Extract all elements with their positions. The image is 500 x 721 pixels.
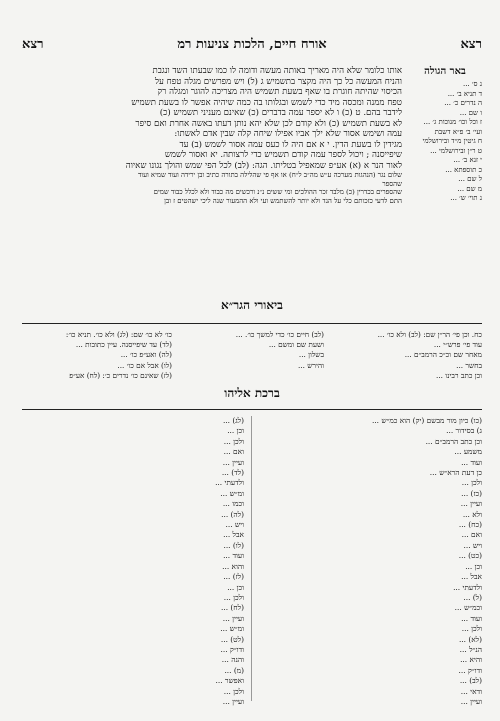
commentary-line: ואפשר ... <box>215 676 244 686</box>
page-header <box>22 36 482 54</box>
commentary-line: וכמ״ש ... <box>454 603 482 613</box>
sidebar-line: ז וכל וכו׳ מנוכות ג׳ ... <box>423 118 482 126</box>
main-line: מגידין לו בשעת הדין. י א אם היה לו כעס עמה אסור לשמש (ב) עד <box>179 139 402 150</box>
biur-line: (לב) חיים כו׳ כדי למשך כו׳. ... <box>235 330 324 339</box>
sidebar-lines <box>408 80 482 204</box>
biur-hagra-title: ביאורי הגר״א <box>221 298 283 312</box>
biur-line: (לו) אבל אם כו׳ ... <box>117 360 172 370</box>
biur-line: (לה) ואע״פ כו׳ ... <box>120 350 172 360</box>
gloss-line: התם לדעי כזכותם כלי על הנד ולא יותר להשתמש ועי ולא ההמעור שנה ליכי ישהטים ז ובן <box>164 196 402 205</box>
commentary-line: כן דעת הרא״ש ... <box>429 468 482 478</box>
commentary-line: ולכן ... <box>223 592 244 602</box>
commentary-line: ועוד ... <box>223 551 244 561</box>
commentary-line: אבל ... <box>223 530 244 540</box>
section-divider <box>22 323 482 324</box>
biur-line: בחשר ... <box>456 360 482 370</box>
commentary-line: וכמו ... <box>222 499 244 509</box>
commentary-line: ודאי ... <box>460 686 482 696</box>
commentary-line: (לז) ... <box>223 572 244 582</box>
section-divider <box>22 409 482 410</box>
commentary-line: (לט) ... <box>220 634 244 644</box>
commentary-line: (ל) ... <box>463 592 482 602</box>
sidebar-line: ל שם ... <box>458 175 482 183</box>
sidebar-line: נ ס׳ ... <box>462 80 482 88</box>
biur-line: וכן כתב רבינו ... <box>436 370 482 380</box>
sidebar-line: ח גיטין מ״ד ובירושלמי <box>422 137 482 145</box>
commentary-line: ודו״ק ... <box>220 644 244 654</box>
commentary-line: אבל ... <box>461 572 482 582</box>
biur-line: מאחר שם וכ״כ הרמב״ם ... <box>404 350 482 360</box>
main-line: שיפייסנה ; ויכול לספר עמה קודם תשמיש כדי לרצותה. יא ואסור לשמש <box>164 150 402 161</box>
running-head: אורח חיים, הלכות צניעות רמ <box>177 37 327 52</box>
commentary-line: ומ״ש ... <box>220 624 244 634</box>
commentary-line: ועיין ... <box>222 696 244 706</box>
biur-hagra-heading <box>22 298 482 326</box>
commentary-line: הנ״ל ... <box>459 644 482 654</box>
sidebar-line: מ שם ... <box>457 184 482 193</box>
main-line: הכיסוי שהיתה חוגרת בו שאף בשעת תשמיש היה מצריכה להוגר ומגלה רק <box>157 87 402 98</box>
biur-line: (לז) שאינם כו׳ נדרים כ׳: (לח) אע״פ <box>69 370 172 380</box>
commentary-line: ועוד ... <box>461 457 482 467</box>
commentary-line: ואם ... <box>461 530 482 540</box>
biur-line: ושעת שם ומשם ... <box>268 340 324 350</box>
column-divider <box>251 416 252 701</box>
commentary-line: (לב) ... <box>459 676 482 686</box>
biur-column-1 <box>332 330 482 381</box>
commentary-line: ולא ... <box>462 509 482 519</box>
commentary-line: משמע ... <box>454 447 482 457</box>
sidebar-line: ד תניא ב׳ ... <box>447 89 482 98</box>
commentary-line: והוא ... <box>222 561 244 571</box>
birkat-eliyahu-title: ברכת אליהו <box>224 386 280 400</box>
commentary-line: וכן ... <box>227 582 244 592</box>
biur-line: כו׳ לא כו׳ שם: (לג) ולא כו׳. תניא כו׳: <box>65 330 172 339</box>
commentary-line: (מ) ... <box>224 665 244 675</box>
commentary-line: (לח) ... <box>221 603 244 613</box>
gloss-line: שהספרים בכדרין (כ) מלבד זכר ההולכים ומי ששים נ״נ ורכשים מה כבוד ולא לכלל כבוד שמים <box>153 188 402 197</box>
sidebar-line: ה נדרים כ׳ ... <box>444 99 482 107</box>
biur-line: עוד פי׳ פרש״י ... <box>433 340 482 350</box>
main-line: והניח המעשה כל כך היה מקצר בתשמיש ג (ל) ויש מפרשים מגלה טפח על <box>155 76 402 87</box>
commentary-line: והיא ... <box>460 655 482 665</box>
sidebar-line: ועי׳ ב׳ פ״א דשבת <box>434 127 482 136</box>
commentary-line: וכן ... <box>465 561 482 571</box>
biur-line: בשלון ... <box>298 350 324 360</box>
sidebar-line: כ תוספתא ... <box>445 165 482 174</box>
leaf-label: רצא <box>22 37 44 52</box>
commentary-line: (כט) ... <box>458 551 482 561</box>
commentary-line: ולדעתי ... <box>453 582 482 592</box>
main-line: לאור הנר א (א) אע״פ שמאפיל בטליתו. הגה: (לב) לכל הפי שמש והולך נגונו שאיוה <box>125 160 402 171</box>
commentary-line: ולכן ... <box>223 436 244 446</box>
be-er-hagolah-sidebar <box>408 66 482 218</box>
commentary-line: ועיין ... <box>222 457 244 467</box>
commentary-line: ועיין ... <box>460 696 482 706</box>
gloss-line: שלום נגר (הנהגות מערכה ע״ש מה״ב ל״ח) או אף פי שהלילה בתורה כתיב ובן ירידה ועוד שמיא ועוד <box>138 171 402 180</box>
commentary-line: ולכן ... <box>461 478 482 488</box>
main-small-gloss <box>22 171 402 205</box>
main-line: לא בשעת תשמיש (כ) ולא קודם לכן שלא יהא נותן דעתו באשה אחרת ואם סיפר <box>135 118 402 129</box>
commentary-line: ועיין ... <box>460 499 482 509</box>
commentary-line: וכן ... <box>227 426 244 436</box>
biur-column-2 <box>174 330 324 371</box>
commentary-line: (לא) ... <box>458 634 482 644</box>
commentary-line: ולדעתי ... <box>215 478 244 488</box>
folio-number: רצא <box>460 37 482 52</box>
biur-column-3 <box>22 330 172 381</box>
biur-line: כח. וכן פי׳ הר״ן שם: (לב) ולא כו׳ ... <box>377 330 482 339</box>
commentary-line: (כח) ... <box>458 520 482 530</box>
birkat-eliyahu-heading <box>22 386 482 410</box>
sidebar-line: י זנא ב׳ ... <box>453 156 482 164</box>
commentary-line: ודו״ק ... <box>458 665 482 675</box>
commentary-line: ועיין ... <box>222 613 244 623</box>
commentary-line: (לו) ... <box>223 540 244 550</box>
commentary-line: והנה ... <box>221 655 244 665</box>
main-line: אותו כלומר שלא היה מאריך באותה מעשה ודומה לו כמו שבעתו השד ונגבת <box>152 66 402 76</box>
sidebar-line: ט ר״ן ובירושלמי ... <box>430 146 482 155</box>
commentary-line: (לג) ... <box>222 416 244 425</box>
gloss-line: שהספר <box>382 179 402 188</box>
commentary-line: ויש ... <box>463 540 482 550</box>
biur-line: (לד) עד שיפייסנה. עיין כתובות ... <box>75 340 172 350</box>
biur-hagra-columns <box>22 330 482 382</box>
commentary-line: וכן כתב הרמב״ם ... <box>425 436 482 446</box>
commentary-line: ומ״ש ... <box>220 488 244 498</box>
commentary-line: ג) בסידור ... <box>446 426 482 436</box>
sidebar-title: באר הגולה <box>424 66 466 77</box>
commentary-line: (כו) כיון מור מבשם (יק) הוא כמ״ש ... <box>371 416 482 425</box>
commentary-line: (לה) ... <box>221 509 244 519</box>
commentary-line: ואם ... <box>223 447 244 457</box>
sidebar-line: נ תוי׳ ש׳ ... <box>450 194 482 202</box>
main-line: עמה ושימש אסור שלא ילך אביו אפילו שיחה קלה שבין אדם לאשתו: <box>174 129 402 140</box>
commentary-line: ועוד ... <box>461 613 482 623</box>
birkat-eliyahu-right-column <box>260 416 482 707</box>
commentary-line: (לד) ... <box>221 468 244 478</box>
commentary-line: ויש ... <box>225 520 244 530</box>
birkat-eliyahu-left-column <box>22 416 244 707</box>
main-line: לידבר בהם. ט (כ) ו לא יספר עמה בדברים (כ) שאינם מעניני תשמיש (כ) <box>159 108 402 119</box>
main-line: טפח ממנה ומכסה מיד כדי לשמש ובגלותו בה כמה שיהיה אפשר לו בשעת תשמיש <box>131 97 402 108</box>
commentary-line: ולכן ... <box>223 686 244 696</box>
commentary-line: ולכן ... <box>461 624 482 634</box>
main-text <box>22 66 402 205</box>
biur-line: והירש ... <box>297 360 324 370</box>
commentary-line: (כז) ... <box>461 488 482 498</box>
sidebar-line: ו שם ... <box>459 108 482 117</box>
